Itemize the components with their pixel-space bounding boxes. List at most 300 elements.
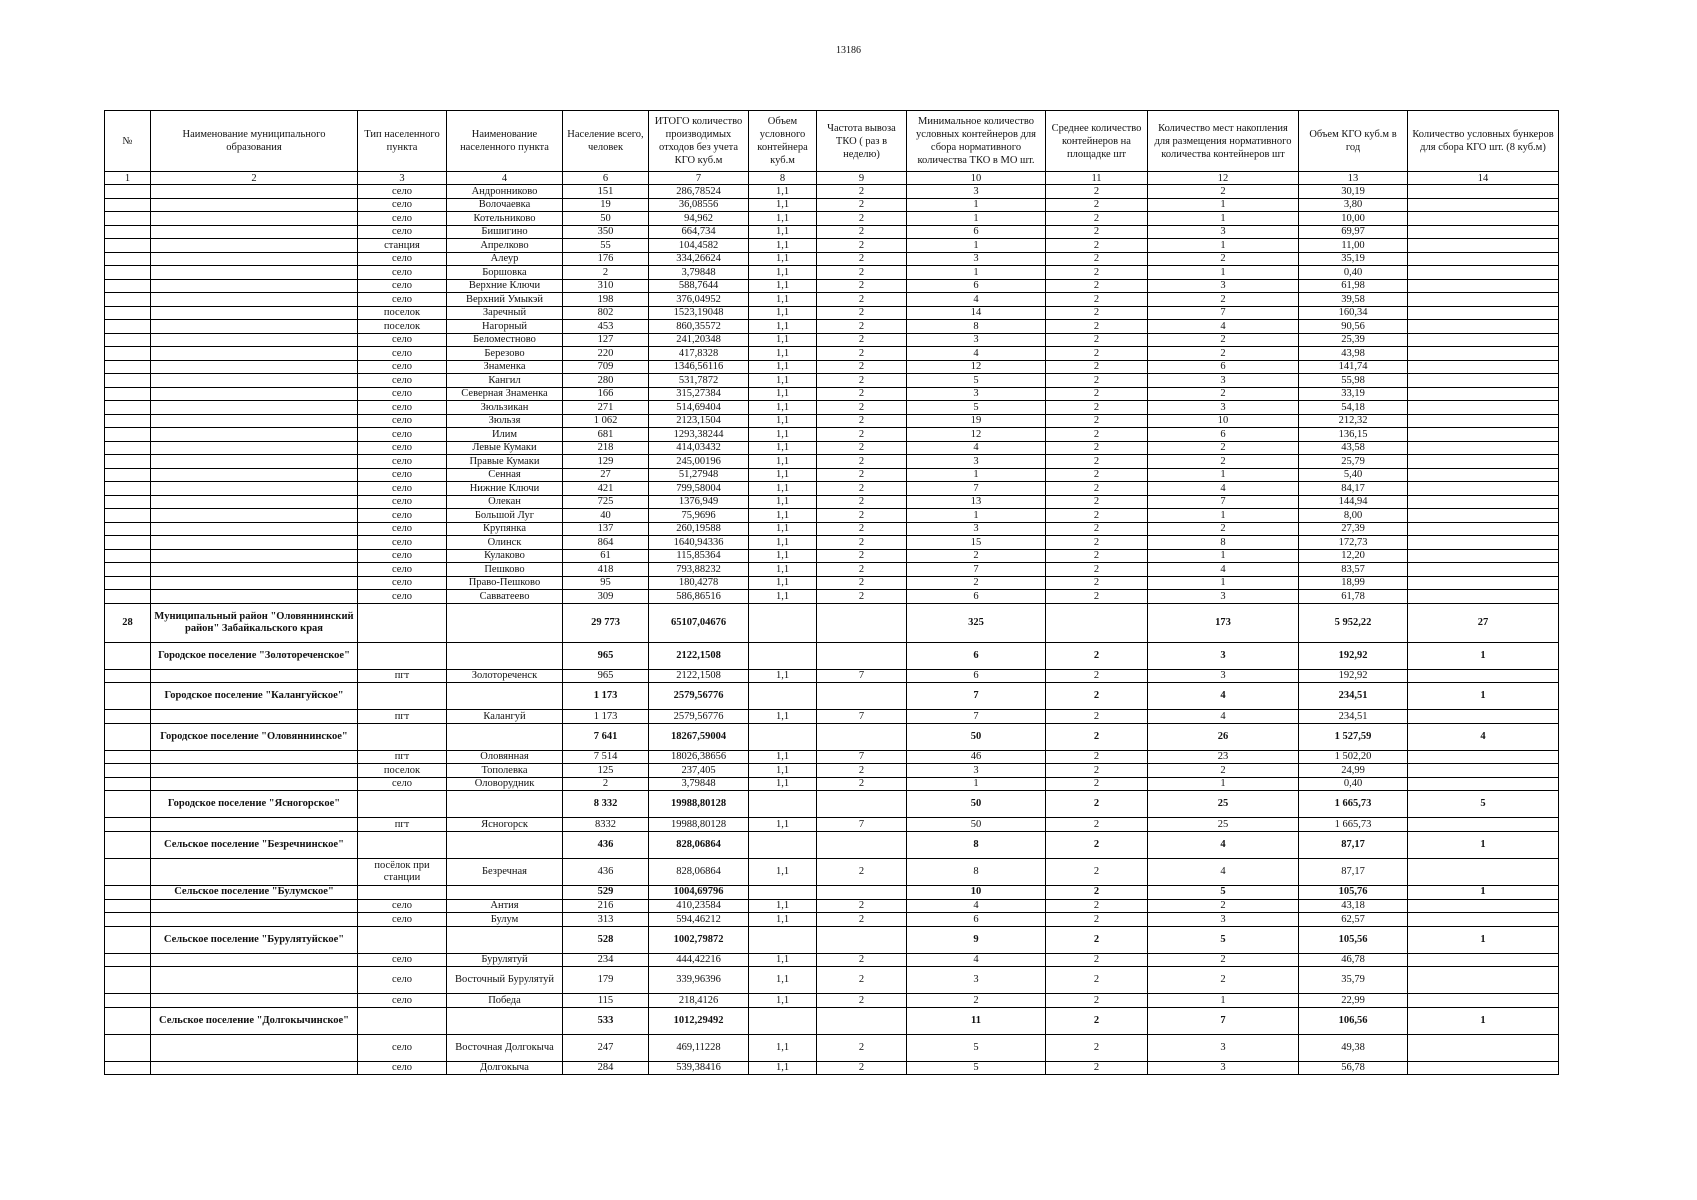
cell-population: 7 641 [563,723,649,750]
cell-bunkers [1408,212,1559,226]
cell-settlement-name: Котельниково [447,212,563,226]
cell-population: 137 [563,522,649,536]
cell-number [105,522,151,536]
cell-settlement-name: Верхние Ключи [447,279,563,293]
cell-kgo-volume: 5,40 [1299,468,1408,482]
table-row [105,967,1559,994]
cell-container-volume: 1,1 [749,374,817,388]
cell-settlement-type: село [358,482,447,496]
cell-settlement-type: село [358,414,447,428]
cell-container-volume: 1,1 [749,414,817,428]
cell-bunkers [1408,858,1559,885]
table-row [105,225,1559,239]
cell-min-containers: 8 [907,858,1046,885]
table-row [105,401,1559,415]
cell-container-volume: 1,1 [749,563,817,577]
cell-waste-total: 260,19588 [649,522,749,536]
cell-sites: 2 [1148,293,1299,307]
cell-frequency: 2 [817,764,907,778]
cell-bunkers [1408,495,1559,509]
cell-container-volume: 1,1 [749,899,817,913]
cell-waste-total: 1002,79872 [649,926,749,953]
table-row [105,899,1559,913]
cell-population: 965 [563,669,649,683]
cell-frequency: 2 [817,482,907,496]
cell-kgo-volume: 192,92 [1299,642,1408,669]
cell-container-volume [749,791,817,818]
cell-settlement-type: село [358,576,447,590]
cell-container-volume: 1,1 [749,387,817,401]
cell-kgo-volume: 12,20 [1299,549,1408,563]
cell-frequency: 2 [817,293,907,307]
cell-sites: 7 [1148,1007,1299,1034]
cell-frequency: 2 [817,994,907,1008]
cell-frequency: 2 [817,320,907,334]
cell-sites: 3 [1148,279,1299,293]
cell-waste-total: 469,11228 [649,1034,749,1061]
cell-settlement-type: село [358,266,447,280]
cell-waste-total: 180,4278 [649,576,749,590]
cell-frequency [817,603,907,642]
cell-frequency: 2 [817,428,907,442]
cell-frequency: 2 [817,374,907,388]
cell-number [105,549,151,563]
cell-number [105,401,151,415]
cell-frequency: 2 [817,563,907,577]
cell-municipality [151,750,358,764]
cell-municipality [151,777,358,791]
cell-municipality [151,522,358,536]
cell-container-volume: 1,1 [749,252,817,266]
cell-settlement-type [358,683,447,710]
cell-municipality: Городское поселение "Золотореченское" [151,642,358,669]
cell-container-volume [749,642,817,669]
cell-bunkers: 27 [1408,603,1559,642]
cell-sites: 173 [1148,603,1299,642]
cell-container-volume: 1,1 [749,239,817,253]
cell-population: 1 062 [563,414,649,428]
cell-sites: 2 [1148,185,1299,199]
cell-sites: 2 [1148,441,1299,455]
cell-sites: 3 [1148,642,1299,669]
cell-kgo-volume: 1 665,73 [1299,791,1408,818]
cell-avg-containers: 2 [1046,1034,1148,1061]
table-row [105,590,1559,604]
subtotal-row [105,926,1559,953]
cell-frequency: 2 [817,1061,907,1075]
cell-municipality [151,967,358,994]
cell-settlement-name [447,791,563,818]
cell-bunkers [1408,764,1559,778]
cell-settlement-name: Нижние Ключи [447,482,563,496]
subtotal-row [105,831,1559,858]
cell-bunkers [1408,333,1559,347]
cell-number [105,212,151,226]
cell-settlement-type: село [358,777,447,791]
cell-frequency: 2 [817,536,907,550]
subtotal-row [105,642,1559,669]
cell-waste-total: 115,85364 [649,549,749,563]
cell-municipality [151,401,358,415]
cell-kgo-volume: 25,39 [1299,333,1408,347]
cell-settlement-name: Нагорный [447,320,563,334]
cell-avg-containers: 2 [1046,482,1148,496]
cell-kgo-volume: 87,17 [1299,831,1408,858]
cell-bunkers [1408,549,1559,563]
cell-number [105,468,151,482]
cell-number [105,913,151,927]
cell-frequency: 2 [817,360,907,374]
col-header-container-volume: Объем условного контейнера куб.м [749,111,817,172]
cell-settlement-name: Зюльзикан [447,401,563,415]
table-row [105,750,1559,764]
cell-bunkers [1408,777,1559,791]
cell-sites: 3 [1148,1061,1299,1075]
cell-avg-containers: 2 [1046,576,1148,590]
cell-frequency: 2 [817,441,907,455]
cell-number [105,750,151,764]
table-row [105,576,1559,590]
cell-min-containers: 3 [907,333,1046,347]
cell-settlement-name: Долгокыча [447,1061,563,1075]
cell-population: 350 [563,225,649,239]
cell-settlement-name [447,603,563,642]
cell-bunkers [1408,590,1559,604]
cell-settlement-type: село [358,374,447,388]
cell-waste-total: 1004,69796 [649,885,749,899]
cell-settlement-name: Северная Знаменка [447,387,563,401]
cell-avg-containers: 2 [1046,333,1148,347]
cell-population: 19 [563,198,649,212]
cell-settlement-type: пгт [358,750,447,764]
cell-kgo-volume: 83,57 [1299,563,1408,577]
cell-kgo-volume: 43,98 [1299,347,1408,361]
table-row [105,212,1559,226]
cell-settlement-name [447,926,563,953]
cell-settlement-name: Илим [447,428,563,442]
cell-municipality: Городское поселение "Оловяннинское" [151,723,358,750]
cell-frequency [817,1007,907,1034]
cell-municipality [151,428,358,442]
cell-frequency: 2 [817,967,907,994]
col-number: 9 [817,172,907,185]
cell-container-volume: 1,1 [749,764,817,778]
cell-settlement-type: поселок [358,306,447,320]
cell-container-volume: 1,1 [749,669,817,683]
cell-sites: 2 [1148,953,1299,967]
cell-frequency: 2 [817,306,907,320]
cell-population: 709 [563,360,649,374]
cell-frequency: 2 [817,387,907,401]
cell-settlement-type: село [358,522,447,536]
cell-kgo-volume: 46,78 [1299,953,1408,967]
cell-waste-total: 241,20348 [649,333,749,347]
cell-bunkers [1408,225,1559,239]
cell-kgo-volume: 30,19 [1299,185,1408,199]
cell-bunkers [1408,1061,1559,1075]
cell-number [105,858,151,885]
cell-sites: 2 [1148,899,1299,913]
cell-container-volume: 1,1 [749,428,817,442]
cell-min-containers: 11 [907,1007,1046,1034]
cell-sites: 3 [1148,1034,1299,1061]
cell-waste-total: 18267,59004 [649,723,749,750]
cell-number [105,791,151,818]
cell-municipality [151,818,358,832]
cell-kgo-volume: 192,92 [1299,669,1408,683]
cell-container-volume: 1,1 [749,576,817,590]
cell-container-volume: 1,1 [749,455,817,469]
cell-frequency [817,831,907,858]
table-row [105,710,1559,724]
col-header-settlement-name: Наименование населенного пункта [447,111,563,172]
cell-municipality [151,347,358,361]
cell-settlement-type: село [358,563,447,577]
cell-settlement-type: село [358,953,447,967]
cell-settlement-type: село [358,549,447,563]
cell-population: 2 [563,777,649,791]
cell-waste-total: 531,7872 [649,374,749,388]
cell-frequency: 2 [817,576,907,590]
table-row [105,509,1559,523]
cell-settlement-type: село [358,495,447,509]
cell-number [105,1061,151,1075]
cell-municipality [151,669,358,683]
cell-number [105,185,151,199]
table-row [105,185,1559,199]
cell-municipality [151,563,358,577]
cell-waste-total: 94,962 [649,212,749,226]
cell-kgo-volume: 62,57 [1299,913,1408,927]
cell-population: 198 [563,293,649,307]
cell-sites: 2 [1148,967,1299,994]
cell-min-containers: 6 [907,225,1046,239]
cell-population: 95 [563,576,649,590]
cell-frequency: 2 [817,468,907,482]
cell-population: 2 [563,266,649,280]
cell-municipality [151,590,358,604]
cell-settlement-name: Апрелково [447,239,563,253]
col-number: 8 [749,172,817,185]
col-number: 14 [1408,172,1559,185]
cell-avg-containers: 2 [1046,225,1148,239]
cell-sites: 23 [1148,750,1299,764]
cell-waste-total: 2122,1508 [649,642,749,669]
cell-waste-total: 586,86516 [649,590,749,604]
cell-number [105,590,151,604]
cell-population: 129 [563,455,649,469]
cell-settlement-name: Оловорудник [447,777,563,791]
cell-settlement-name: Булум [447,913,563,927]
cell-container-volume: 1,1 [749,967,817,994]
cell-municipality: Городское поселение "Ясногорское" [151,791,358,818]
cell-settlement-type: село [358,401,447,415]
cell-avg-containers: 2 [1046,252,1148,266]
cell-waste-total: 315,27384 [649,387,749,401]
cell-waste-total: 2579,56776 [649,683,749,710]
cell-sites: 4 [1148,320,1299,334]
cell-municipality [151,293,358,307]
cell-min-containers: 7 [907,683,1046,710]
cell-waste-total: 19988,80128 [649,791,749,818]
col-header-population: Население всего, человек [563,111,649,172]
cell-frequency [817,926,907,953]
cell-population: 218 [563,441,649,455]
cell-settlement-type: село [358,279,447,293]
cell-municipality [151,266,358,280]
cell-min-containers: 1 [907,777,1046,791]
col-number: 11 [1046,172,1148,185]
cell-sites: 6 [1148,428,1299,442]
cell-settlement-type: село [358,913,447,927]
cell-container-volume: 1,1 [749,509,817,523]
cell-container-volume: 1,1 [749,818,817,832]
cell-min-containers: 14 [907,306,1046,320]
cell-population: 166 [563,387,649,401]
cell-waste-total: 65107,04676 [649,603,749,642]
cell-settlement-name: Бурулятуй [447,953,563,967]
cell-settlement-type: село [358,333,447,347]
cell-number [105,482,151,496]
cell-number [105,428,151,442]
cell-population: 284 [563,1061,649,1075]
cell-sites: 1 [1148,266,1299,280]
cell-bunkers [1408,185,1559,199]
cell-avg-containers: 2 [1046,387,1148,401]
cell-bunkers [1408,1034,1559,1061]
cell-population: 271 [563,401,649,415]
cell-settlement-name: Боршовка [447,266,563,280]
cell-bunkers [1408,252,1559,266]
waste-table [104,110,1559,1075]
cell-sites: 4 [1148,482,1299,496]
cell-settlement-name: Кангил [447,374,563,388]
cell-min-containers: 1 [907,212,1046,226]
cell-kgo-volume: 61,98 [1299,279,1408,293]
cell-bunkers [1408,293,1559,307]
cell-bunkers [1408,414,1559,428]
cell-population: 418 [563,563,649,577]
cell-min-containers: 4 [907,953,1046,967]
cell-min-containers: 12 [907,360,1046,374]
cell-frequency: 7 [817,750,907,764]
cell-kgo-volume: 1 527,59 [1299,723,1408,750]
cell-municipality [151,468,358,482]
cell-bunkers [1408,428,1559,442]
cell-sites: 1 [1148,509,1299,523]
table-row [105,320,1559,334]
cell-waste-total: 3,79848 [649,266,749,280]
cell-container-volume: 1,1 [749,212,817,226]
cell-settlement-type: село [358,225,447,239]
cell-avg-containers: 2 [1046,198,1148,212]
cell-avg-containers: 2 [1046,441,1148,455]
table-row [105,818,1559,832]
cell-frequency: 2 [817,1034,907,1061]
table-row [105,764,1559,778]
col-header-kgo-volume: Объем КГО куб.м в год [1299,111,1408,172]
cell-kgo-volume: 0,40 [1299,266,1408,280]
subtotal-row [105,885,1559,899]
cell-waste-total: 1346,56116 [649,360,749,374]
cell-number [105,683,151,710]
cell-min-containers: 4 [907,441,1046,455]
cell-kgo-volume: 11,00 [1299,239,1408,253]
cell-number [105,669,151,683]
cell-min-containers: 1 [907,239,1046,253]
cell-settlement-type: пгт [358,669,447,683]
cell-waste-total: 2123,1504 [649,414,749,428]
cell-min-containers: 3 [907,522,1046,536]
cell-container-volume: 1,1 [749,401,817,415]
cell-container-volume: 1,1 [749,777,817,791]
cell-population: 1 173 [563,710,649,724]
cell-sites: 4 [1148,683,1299,710]
subtotal-row [105,791,1559,818]
cell-bunkers [1408,994,1559,1008]
cell-avg-containers: 2 [1046,926,1148,953]
cell-min-containers: 4 [907,293,1046,307]
col-number: 3 [358,172,447,185]
cell-number [105,387,151,401]
cell-kgo-volume: 141,74 [1299,360,1408,374]
cell-settlement-type: село [358,967,447,994]
cell-municipality [151,239,358,253]
cell-municipality [151,374,358,388]
cell-settlement-name: Волочаевка [447,198,563,212]
cell-frequency: 2 [817,266,907,280]
cell-sites: 4 [1148,710,1299,724]
cell-number [105,333,151,347]
cell-avg-containers: 2 [1046,1061,1148,1075]
cell-container-volume: 1,1 [749,360,817,374]
cell-number [105,967,151,994]
cell-container-volume: 1,1 [749,347,817,361]
cell-waste-total: 104,4582 [649,239,749,253]
cell-frequency: 7 [817,669,907,683]
cell-avg-containers: 2 [1046,455,1148,469]
cell-waste-total: 376,04952 [649,293,749,307]
cell-min-containers: 50 [907,818,1046,832]
cell-bunkers [1408,750,1559,764]
cell-bunkers [1408,387,1559,401]
cell-municipality [151,279,358,293]
cell-sites: 5 [1148,926,1299,953]
cell-population: 533 [563,1007,649,1034]
cell-settlement-name: Восточный Бурулятуй [447,967,563,994]
cell-bunkers [1408,441,1559,455]
cell-settlement-name: Тополевка [447,764,563,778]
col-number: 13 [1299,172,1408,185]
cell-container-volume [749,885,817,899]
cell-bunkers [1408,401,1559,415]
cell-frequency: 2 [817,401,907,415]
cell-waste-total: 1640,94336 [649,536,749,550]
cell-kgo-volume: 0,40 [1299,777,1408,791]
cell-waste-total: 18026,38656 [649,750,749,764]
cell-sites: 25 [1148,791,1299,818]
table-row [105,279,1559,293]
table-row [105,374,1559,388]
table-row [105,428,1559,442]
cell-min-containers: 2 [907,994,1046,1008]
table-row [105,994,1559,1008]
cell-settlement-type [358,603,447,642]
cell-frequency: 2 [817,185,907,199]
cell-municipality [151,455,358,469]
col-number: 7 [649,172,749,185]
cell-avg-containers: 2 [1046,913,1148,927]
